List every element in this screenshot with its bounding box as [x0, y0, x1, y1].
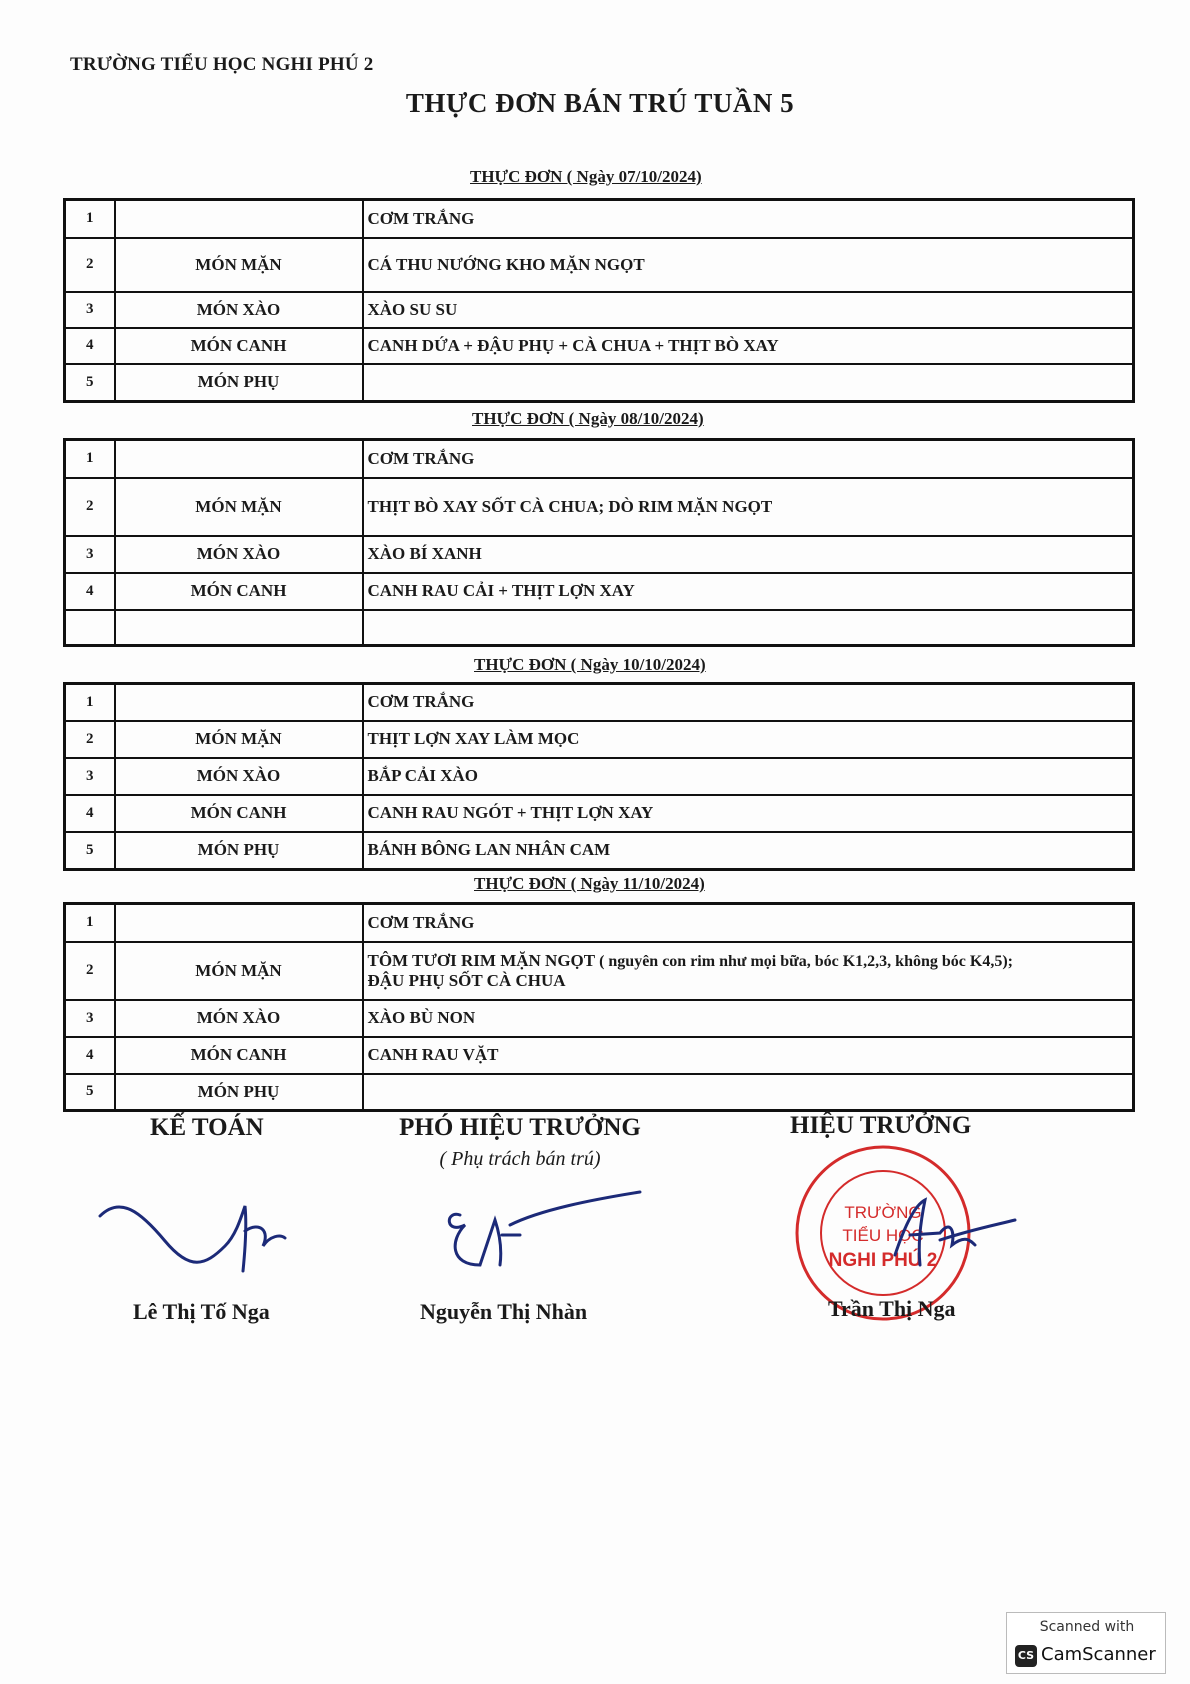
dish-category: MÓN PHỤ: [115, 1074, 363, 1111]
dish-category: MÓN MẶN: [115, 942, 363, 1000]
row-number: 5: [65, 364, 115, 402]
dish-category: [115, 610, 363, 646]
row-number: 4: [65, 573, 115, 610]
accountant-signature: [95, 1186, 295, 1286]
dish-category: MÓN MẶN: [115, 721, 363, 758]
dish-name: CANH RAU NGÓT + THỊT LỢN XAY: [363, 795, 1134, 832]
document-title: THỰC ĐƠN BÁN TRÚ TUẦN 5: [405, 88, 795, 118]
principal-signature: [880, 1185, 1020, 1275]
row-number: 2: [65, 942, 115, 1000]
school-name: TRƯỜNG TIỂU HỌC NGHI PHÚ 2: [70, 54, 374, 75]
seal-line-1: TRƯỜNG: [844, 1203, 922, 1222]
dish-note: ( nguyên con rim như mọi bữa, bóc K1,2,3, không bóc K4,5);: [599, 952, 1013, 970]
menu-heading: THỰC ĐƠN ( Ngày 07/10/2024): [470, 167, 702, 186]
camscanner-caption: Scanned with: [1039, 1619, 1135, 1635]
dish-category: MÓN XÀO: [115, 292, 363, 328]
seal-line-3: NGHI PHÚ 2: [828, 1250, 938, 1271]
camscanner-logo-icon: CS: [1015, 1645, 1037, 1667]
dish-name: [363, 1074, 1134, 1111]
dish-category: MÓN PHỤ: [115, 364, 363, 402]
row-number: 1: [65, 200, 115, 238]
row-number: [65, 610, 115, 646]
row-number: 1: [65, 904, 115, 942]
dish-name: [363, 364, 1134, 402]
row-number: 3: [65, 536, 115, 573]
camscanner-brand: CamScanner: [1041, 1644, 1156, 1665]
menu-heading: THỰC ĐƠN ( Ngày 10/10/2024): [474, 655, 706, 674]
table-row: [65, 200, 1134, 238]
dish-name: XÀO SU SU: [363, 292, 1134, 328]
dish-name: CANH RAU CẢI + THỊT LỢN XAY: [363, 573, 1134, 610]
table-row: [65, 1074, 1134, 1111]
dish-name: CƠM TRẮNG: [363, 904, 1134, 942]
dish-category: MÓN MẶN: [115, 478, 363, 536]
vice-principal-title: PHÓ HIỆU TRƯỞNG: [399, 1114, 641, 1141]
dish-name: BÁNH BÔNG LAN NHÂN CAM: [363, 832, 1134, 870]
row-number: 4: [65, 1037, 115, 1074]
table-row: [65, 536, 1134, 573]
row-number: 3: [65, 758, 115, 795]
dish-name: [363, 610, 1134, 646]
camscanner-badge: [1006, 1612, 1166, 1674]
row-number: 4: [65, 795, 115, 832]
table-row: [65, 904, 1134, 942]
menu-table: [63, 902, 1135, 1112]
table-row: [65, 942, 1134, 1000]
dish-category: MÓN CANH: [115, 1037, 363, 1074]
accountant-block: [150, 1114, 350, 1142]
table-row: [65, 758, 1134, 795]
principal-title: HIỆU TRƯỞNG: [790, 1112, 972, 1139]
vice-principal-signature: [440, 1180, 650, 1280]
table-row: [65, 328, 1134, 364]
dish-category: [115, 684, 363, 721]
row-number: 5: [65, 832, 115, 870]
accountant-name: Lê Thị Tố Nga: [133, 1299, 270, 1324]
dish-category: MÓN CANH: [115, 795, 363, 832]
dish-line-2: ĐẬU PHỤ SỐT CÀ CHUA: [367, 970, 566, 990]
table-row: [65, 238, 1134, 292]
vice-principal-name: Nguyễn Thị Nhàn: [420, 1299, 588, 1324]
vice-principal-subtitle: ( Phụ trách bán trú): [439, 1148, 601, 1170]
accountant-title: KẾ TOÁN: [150, 1114, 264, 1141]
dish-category: MÓN XÀO: [115, 758, 363, 795]
row-number: 1: [65, 440, 115, 478]
table-row: [65, 478, 1134, 536]
row-number: 3: [65, 1000, 115, 1037]
dish-name: CƠM TRẮNG: [363, 440, 1134, 478]
dish-name: TÔM TƯƠI RIM MẶN NGỌT: [367, 950, 595, 970]
table-row: [65, 1037, 1134, 1074]
dish-name: CƠM TRẮNG: [363, 684, 1134, 721]
table-row: [65, 364, 1134, 402]
dish-name: XÀO BÙ NON: [363, 1000, 1134, 1037]
table-row: [65, 684, 1134, 721]
dish-name: CANH RAU VẶT: [363, 1037, 1134, 1074]
row-number: 2: [65, 478, 115, 536]
dish-category: MÓN XÀO: [115, 536, 363, 573]
dish-name: THỊT BÒ XAY SỐT CÀ CHUA; DÒ RIM MẶN NGỌT: [363, 478, 1134, 536]
menu-table: [63, 682, 1135, 871]
dish-name: CANH DỨA + ĐẬU PHỤ + CÀ CHUA + THỊT BÒ XAY: [363, 328, 1134, 364]
dish-category: [115, 200, 363, 238]
dish-category: MÓN PHỤ: [115, 832, 363, 870]
dish-category: [115, 440, 363, 478]
principal-block: [790, 1112, 1010, 1140]
menu-table: [63, 198, 1135, 403]
table-row: [65, 292, 1134, 328]
row-number: 3: [65, 292, 115, 328]
vice-principal-block: [380, 1114, 660, 1171]
dish-category: [115, 904, 363, 942]
dish-category: MÓN MẶN: [115, 238, 363, 292]
dish-name: BẮP CẢI XÀO: [363, 758, 1134, 795]
table-row: [65, 440, 1134, 478]
dish-name: THỊT LỢN XAY LÀM MỌC: [363, 721, 1134, 758]
menu-heading: THỰC ĐƠN ( Ngày 11/10/2024): [474, 874, 705, 893]
row-number: 4: [65, 328, 115, 364]
dish-category: MÓN CANH: [115, 328, 363, 364]
dish-name: CÁ THU NƯỚNG KHO MẶN NGỌT: [363, 238, 1134, 292]
row-number: 2: [65, 721, 115, 758]
menu-heading: THỰC ĐƠN ( Ngày 08/10/2024): [472, 409, 704, 428]
table-row: [65, 1000, 1134, 1037]
dish-name-multiline: [363, 942, 1134, 1000]
dish-category: MÓN CANH: [115, 573, 363, 610]
dish-category: MÓN XÀO: [115, 1000, 363, 1037]
table-row: [65, 832, 1134, 870]
row-number: 5: [65, 1074, 115, 1111]
row-number: 1: [65, 684, 115, 721]
row-number: 2: [65, 238, 115, 292]
table-row: [65, 573, 1134, 610]
table-row: [65, 721, 1134, 758]
table-row: [65, 610, 1134, 646]
seal-line-2: TIỂU HỌC: [842, 1226, 924, 1245]
table-row: [65, 795, 1134, 832]
dish-name: XÀO BÍ XANH: [363, 536, 1134, 573]
dish-name: CƠM TRẮNG: [363, 200, 1134, 238]
principal-name: Trần Thị Nga: [828, 1296, 956, 1321]
menu-table: [63, 438, 1135, 647]
dish-line: [368, 951, 1129, 971]
